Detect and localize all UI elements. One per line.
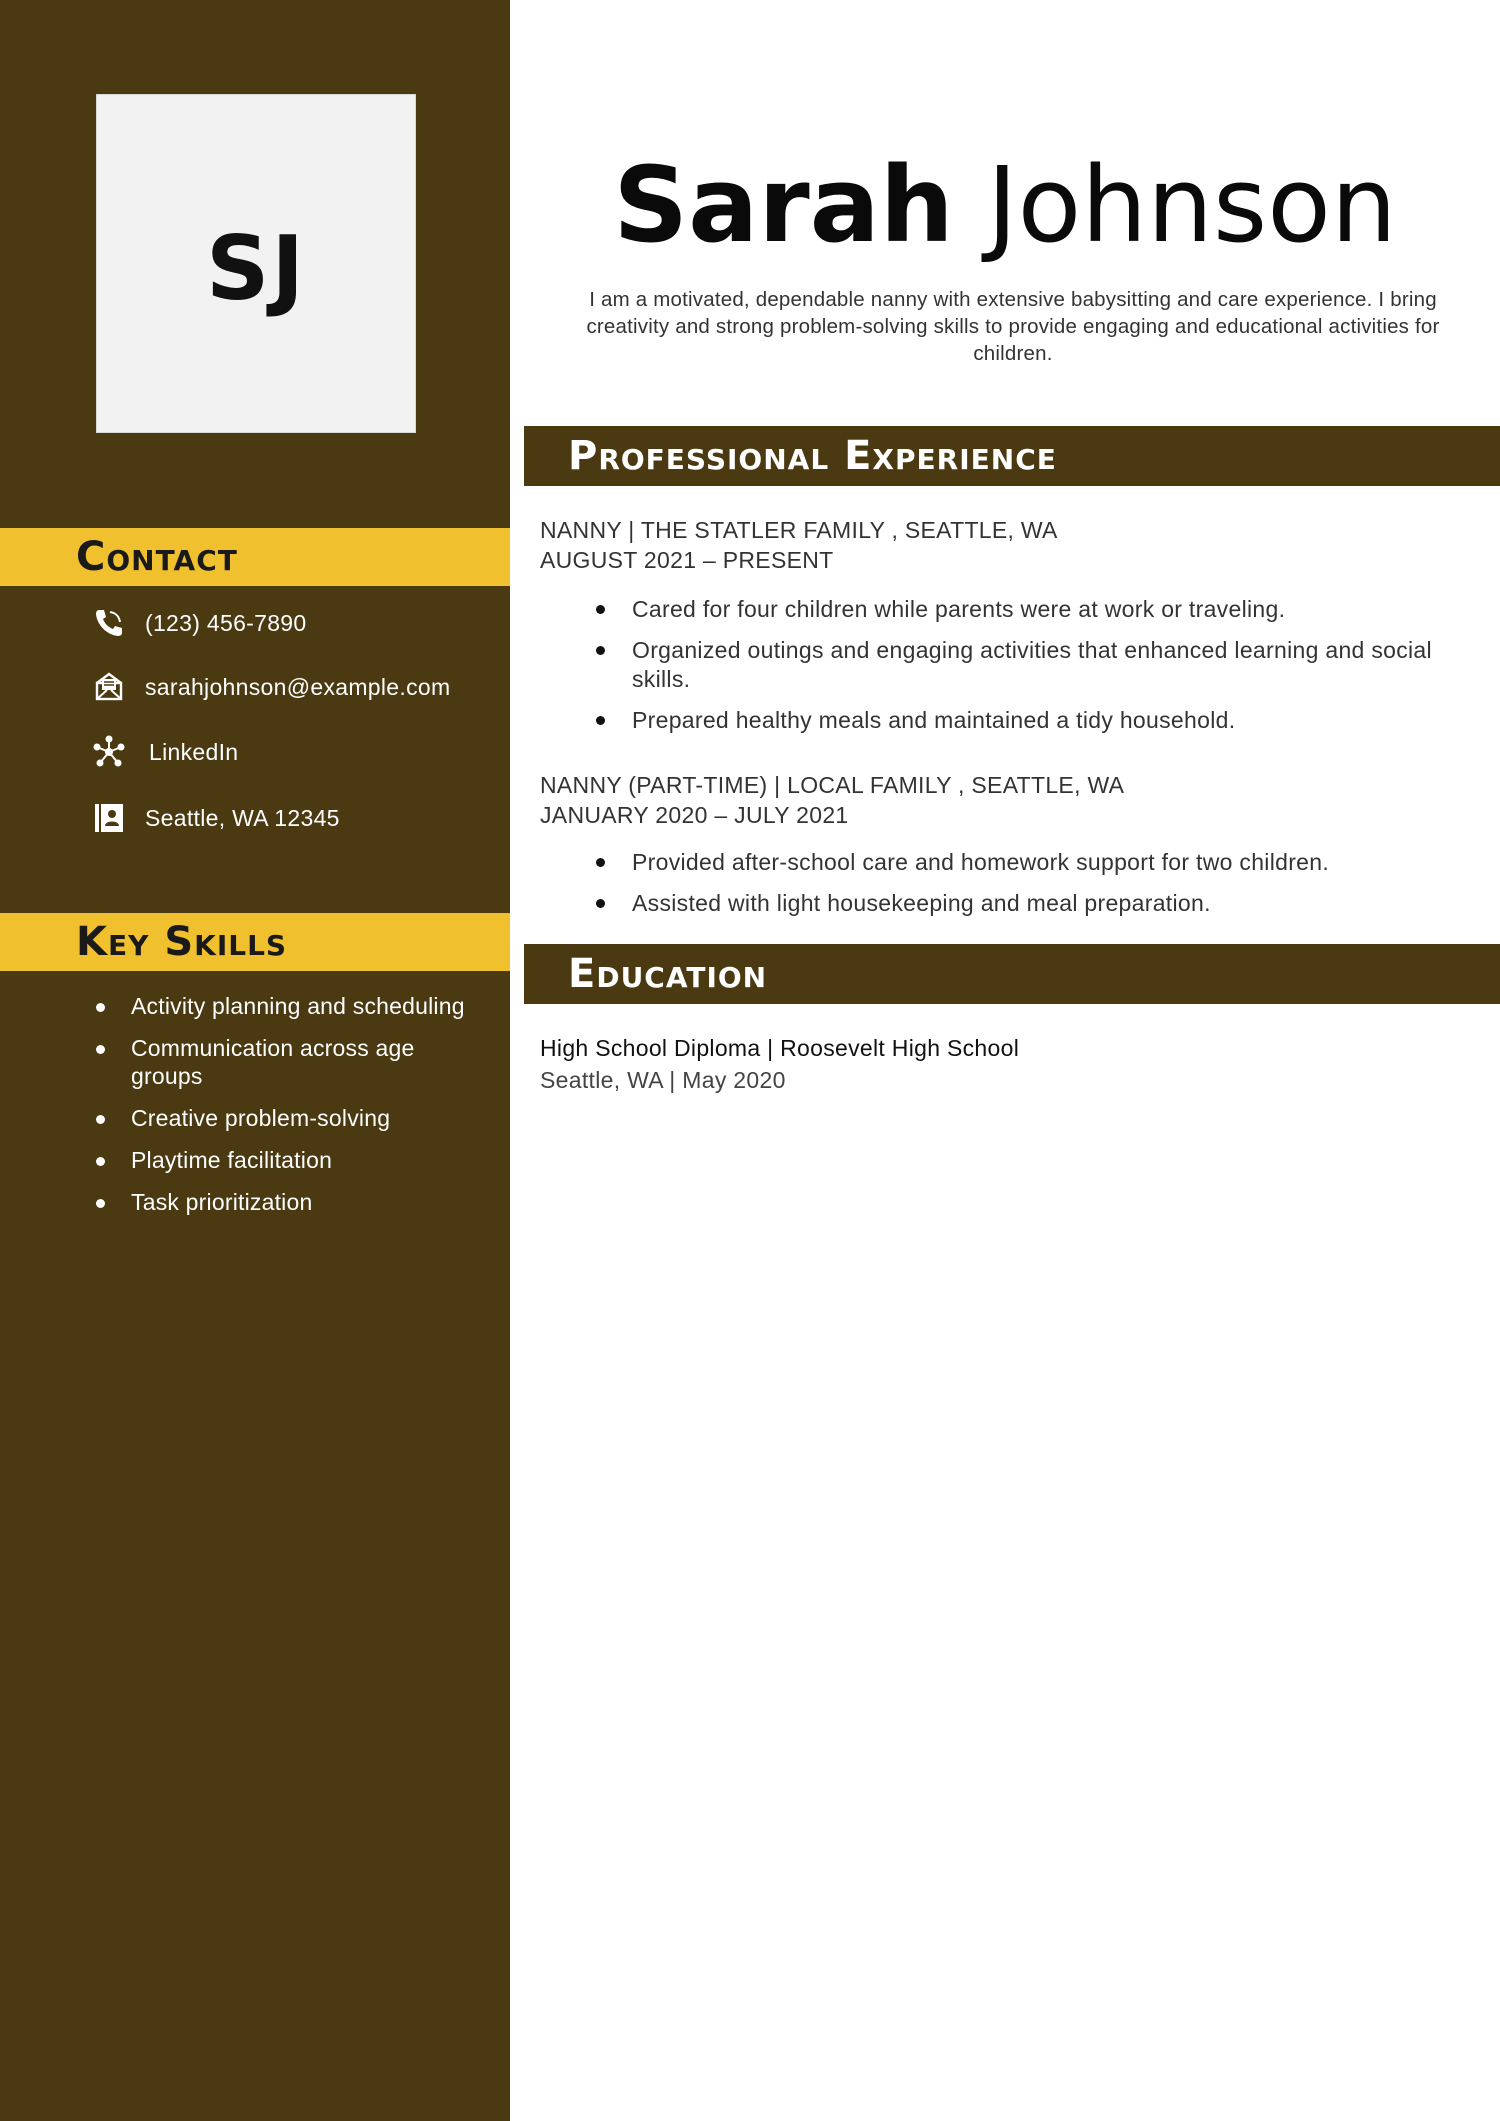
contact-phone xyxy=(92,603,306,643)
job-bullet: Assisted with light housekeeping and meal preparation. xyxy=(590,889,1450,918)
linkedin-icon xyxy=(92,735,126,769)
contact-email[interactable] xyxy=(92,667,450,707)
contact-location xyxy=(92,798,340,838)
job-bullet: Prepared healthy meals and maintained a tidy household. xyxy=(590,706,1450,735)
education-heading-bar xyxy=(524,944,1500,1004)
skill-item: Creative problem-solving xyxy=(90,1104,470,1132)
job-title-line: NANNY | THE STATLER FAMILY , SEATTLE, WA xyxy=(540,517,1058,543)
job-bullet: Cared for four children while parents were at work or traveling. xyxy=(590,595,1450,624)
monogram-box xyxy=(96,94,416,433)
contact-linkedin[interactable] xyxy=(92,732,238,772)
first-name: Sarah xyxy=(613,144,954,266)
contact-phone-text: (123) 456-7890 xyxy=(145,609,307,636)
location-card-icon xyxy=(92,801,126,835)
experience-heading-bar xyxy=(524,426,1500,486)
skill-item: Communication across age groups xyxy=(90,1034,470,1090)
profile-summary: I am a motivated, dependable nanny with extensive babysitting and care experience. I bring creativity and strong problem-solving skills to provide engaging and educational activities for children. xyxy=(586,288,1440,365)
job-dates: JANUARY 2020 – JULY 2021 xyxy=(540,802,849,828)
skills-list xyxy=(90,992,470,1230)
job-title-line: NANNY (PART-TIME) | LOCAL FAMILY , SEATTLE, WA xyxy=(540,772,1125,798)
job-bullets xyxy=(590,595,1450,747)
skill-item: Playtime facilitation xyxy=(90,1146,470,1174)
email-icon xyxy=(92,670,126,704)
education-degree: High School Diploma | Roosevelt High School xyxy=(540,1035,1020,1061)
phone-icon xyxy=(92,606,126,640)
contact-linkedin-text[interactable]: LinkedIn xyxy=(149,738,239,765)
experience-heading: Professional Experience xyxy=(568,433,1057,479)
job-bullet: Organized outings and engaging activities that enhanced learning and social skills. xyxy=(590,636,1450,694)
sidebar xyxy=(0,0,510,2121)
candidate-name xyxy=(510,140,1500,270)
contact-heading: Contact xyxy=(76,534,238,580)
job-dates: AUGUST 2021 – PRESENT xyxy=(540,547,834,573)
education-detail: Seattle, WA | May 2020 xyxy=(540,1067,786,1093)
last-name: Johnson xyxy=(986,144,1397,266)
monogram: SJ xyxy=(205,217,307,320)
contact-heading-bar xyxy=(0,528,510,586)
skills-heading-bar xyxy=(0,913,510,971)
contact-location-text: Seattle, WA 12345 xyxy=(145,804,340,831)
contact-email-text[interactable]: sarahjohnson@example.com xyxy=(145,673,451,700)
job-bullet: Provided after-school care and homework support for two children. xyxy=(590,848,1450,877)
skills-heading: Key Skills xyxy=(76,919,288,965)
education-heading: Education xyxy=(568,951,768,997)
skill-item: Task prioritization xyxy=(90,1188,470,1216)
skill-item: Activity planning and scheduling xyxy=(90,992,470,1020)
job-bullets xyxy=(590,848,1450,930)
